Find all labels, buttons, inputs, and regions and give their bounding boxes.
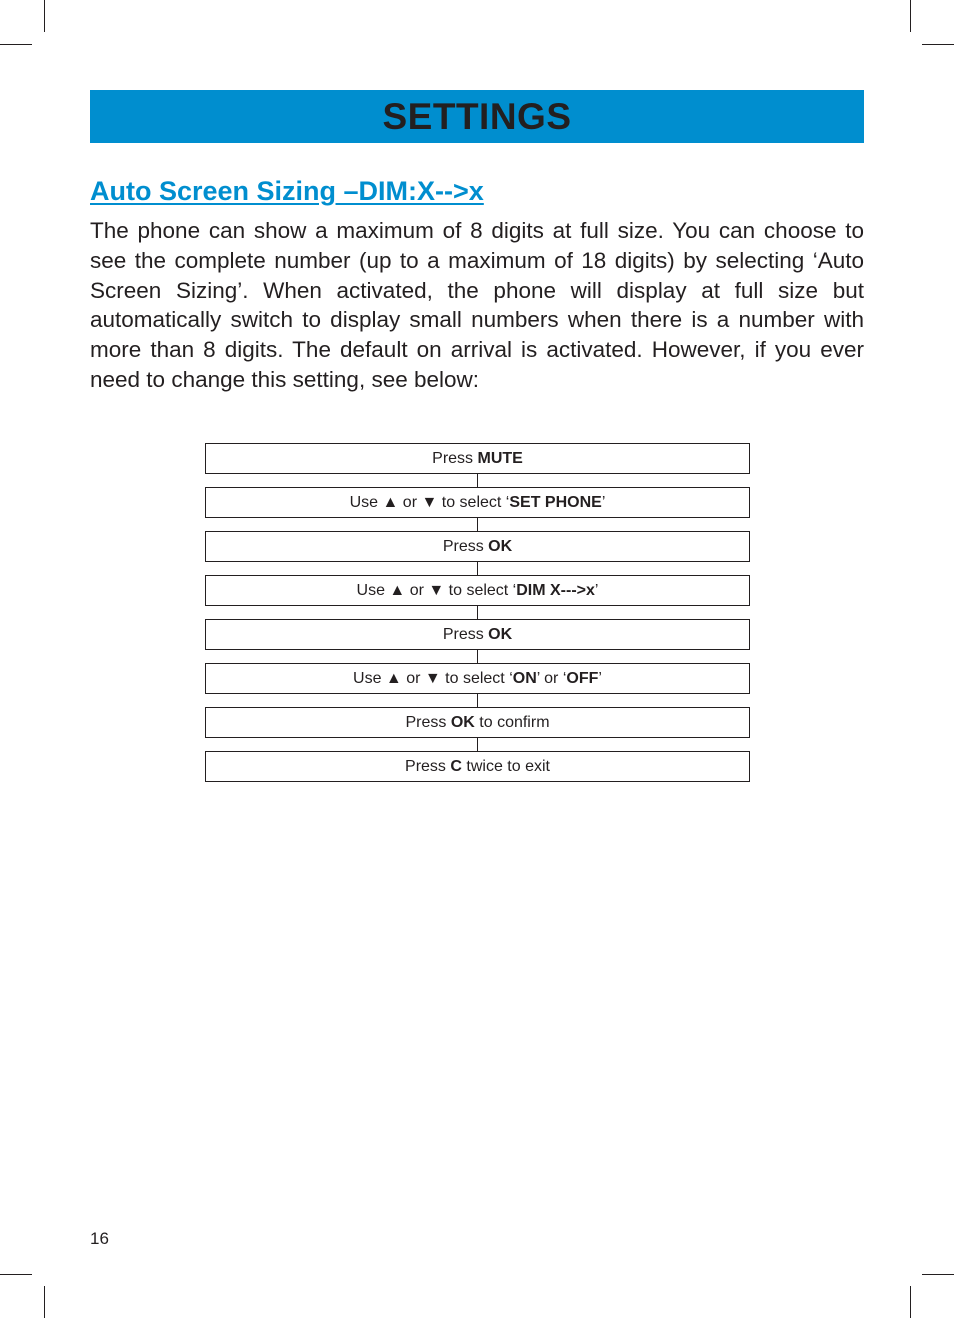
section-title: Auto Screen Sizing –DIM:X-->x	[90, 176, 484, 206]
crop-mark	[922, 44, 954, 45]
flow-step	[205, 751, 750, 782]
step-text: ’	[601, 493, 606, 511]
flow-step	[205, 663, 750, 694]
flow-connector	[477, 738, 478, 751]
step-key: OK	[488, 537, 513, 555]
step-text: ’	[598, 669, 602, 687]
flow-step	[205, 487, 750, 518]
flow-step	[205, 443, 750, 474]
crop-mark	[0, 1274, 32, 1275]
title-banner	[90, 90, 864, 143]
flow-connector	[477, 562, 478, 575]
section-body: The phone can show a maximum of 8 digits at full size. You can choose to see the complete number (up to a maximum of 18 digits) by selecting ‘Auto Screen Sizing’. When activated, the phone will display at full size but automatically switch to display small numbers when there is a number with more than 8 digits. The default on arrival is activated. However, if you ever need to change this setting, see below:	[90, 218, 864, 392]
step-text: Press	[432, 449, 478, 467]
step-text: Press	[405, 713, 451, 731]
flow-step	[205, 575, 750, 606]
crop-mark	[910, 0, 911, 32]
step-text: Use ▲ or ▼ to select ‘	[349, 493, 510, 511]
page-number: 16	[90, 1229, 109, 1248]
step-key: OK	[450, 713, 475, 731]
flow-connector	[477, 650, 478, 663]
step-text: twice to exit	[461, 757, 550, 775]
step-key: C	[450, 757, 462, 775]
step-text: Press	[405, 757, 451, 775]
crop-mark	[910, 1286, 911, 1318]
flow-step	[205, 707, 750, 738]
crop-mark	[44, 1286, 45, 1318]
flow-connector	[477, 606, 478, 619]
step-text: to confirm	[474, 713, 550, 731]
page-title: SETTINGS	[382, 95, 572, 137]
step-key: OFF	[566, 669, 599, 687]
step-text: Press	[442, 625, 489, 643]
step-text: ’ or ‘	[536, 669, 567, 687]
flow-step	[205, 619, 750, 650]
step-key: DIM X--->x	[516, 581, 595, 599]
flow-connector	[477, 694, 478, 707]
crop-mark	[922, 1274, 954, 1275]
instruction-flowchart	[205, 443, 750, 782]
step-text: ’	[594, 581, 599, 599]
step-key: ON	[512, 669, 537, 687]
step-key: OK	[488, 625, 513, 643]
step-text: Press	[442, 537, 489, 555]
step-text: Use ▲ or ▼ to select ‘	[353, 669, 513, 687]
step-text: Use ▲ or ▼ to select ‘	[356, 581, 517, 599]
step-key: SET PHONE	[509, 493, 602, 511]
flow-connector	[477, 518, 478, 531]
crop-mark	[0, 44, 32, 45]
flow-step	[205, 531, 750, 562]
crop-mark	[44, 0, 45, 32]
step-key: MUTE	[477, 449, 523, 467]
flow-connector	[477, 474, 478, 487]
